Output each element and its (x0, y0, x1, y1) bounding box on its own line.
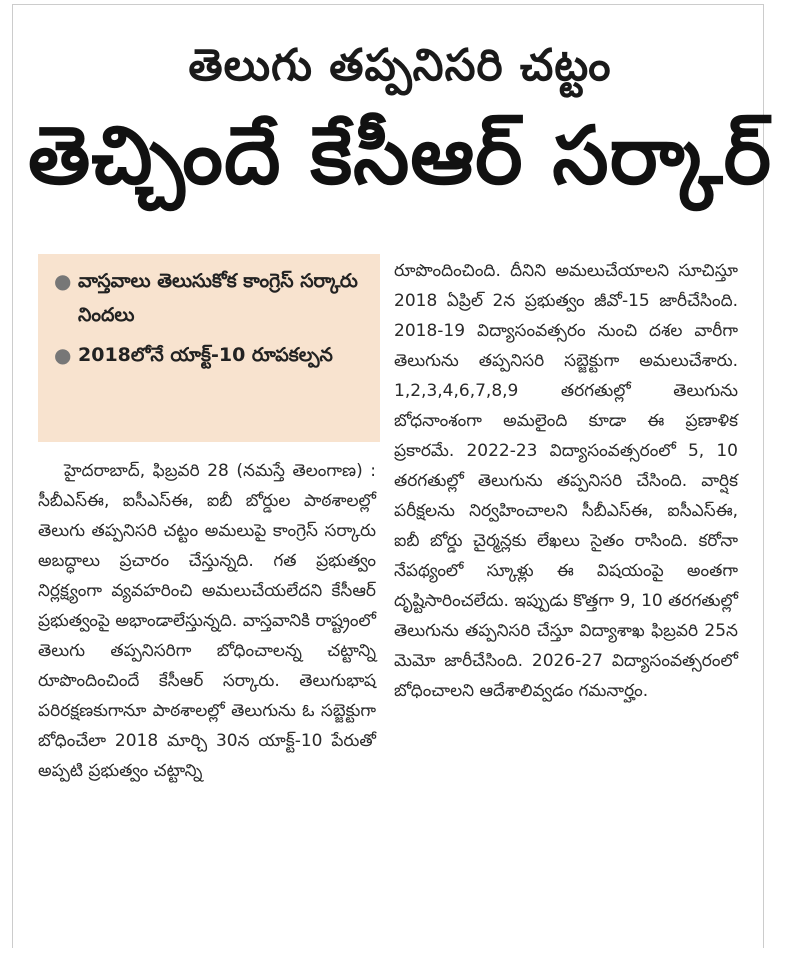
highlight-item (54, 264, 366, 332)
bullet-icon: ● (54, 343, 72, 367)
kicker-headline: తెలుగు తప్పనిసరి చట్టం (188, 40, 612, 91)
body-text-right: రూపొందించింది. దీనిని అమలుచేయాలని సూచిస్తూ 2018 ఏప్రిల్ 2న ప్రభుత్వం జీవో-15 జారీచేసింది. 2018-19 విద్యాసంవత్సరం నుంచి దశల వారీగా తెలుగును తప్పనిసరి సబ్జెక్టుగా అమలుచేశారు. 1,2,3,4,6,7,8,9 తరగతుల్లో తెలుగును బోధనాంశంగా అమలైంది కూడా ఈ ప్రణాళిక ప్రకారమే. 2022-23 విద్యాసంవత్సరంలో 5, 10 తరగతుల్లో తెలుగును తప్పనిసరి చేసింది. వార్షిక పరీక్షలను నిర్వహించాలని సీబీఎస్ఈ, ఐసీఎస్ఈ, ఐబీ బోర్డు చైర్మన్లకు లేఖలు సైతం రాసింది. కరోనా నేపథ్యంలో స్కూళ్లు ఈ విషయంపై అంతగా దృష్టిసారించలేదు. ఇప్పుడు కొత్తగా 9, 10 తరగతుల్లో తెలుగును తప్పనిసరి చేస్తూ విద్యాశాఖ ఫిబ్రవరి 25న మెమో జారీచేసింది. 2026-27 విద్యాసంవత్సరంలో బోధించాలని ఆదేశాలివ్వడం గమనార్హం. (394, 261, 738, 701)
body-text-left: హైదరాబాద్, ఫిబ్రవరి 28 (నమస్తే తెలంగాణ) : సీబీఎస్ఈ, ఐసీఎస్ఈ, ఐబీ బోర్డుల పాఠశాలల్లో తెలుగు తప్పనిసరి చట్టం అమలుపై కాంగ్రెస్ సర్కారు అబద్ధాలు ప్రచారం చేస్తున్నది. గత ప్రభుత్వం నిర్లక్ష్యంగా వ్యవహరించి అమలుచేయలేదని కేసీఆర్ ప్రభుత్వంపై అభాండాలేస్తున్నది. వాస్తవానికి రాష్ట్రంలో తెలుగు తప్పనిసరిగా బోధించాలన్న చట్టాన్ని రూపొందించిందే కేసీఆర్ సర్కారు. తెలుగుభాష పరిరక్షణకుగానూ పాఠశాలల్లో తెలుగును ఓ సబ్జెక్టుగా బోధించేలా 2018 మార్చి 30న యాక్ట్-10 పేరుతో అప్పటి ప్రభుత్వం చట్టాన్ని (38, 461, 376, 781)
bullet-icon: ● (54, 269, 72, 293)
highlights-box (38, 254, 380, 442)
body-column-right (394, 256, 738, 706)
body-column-left (38, 456, 376, 786)
main-headline: తెచ్చిందే కేసీఆర్ సర్కార్ (27, 109, 773, 202)
highlight-item (54, 338, 366, 372)
highlight-text: వాస్తవాలు తెలుసుకోక కాంగ్రెస్ సర్కారు నిందలు (78, 270, 358, 326)
highlight-text: 2018లోనే యాక్ట్-10 రూపకల్పన (78, 344, 333, 366)
